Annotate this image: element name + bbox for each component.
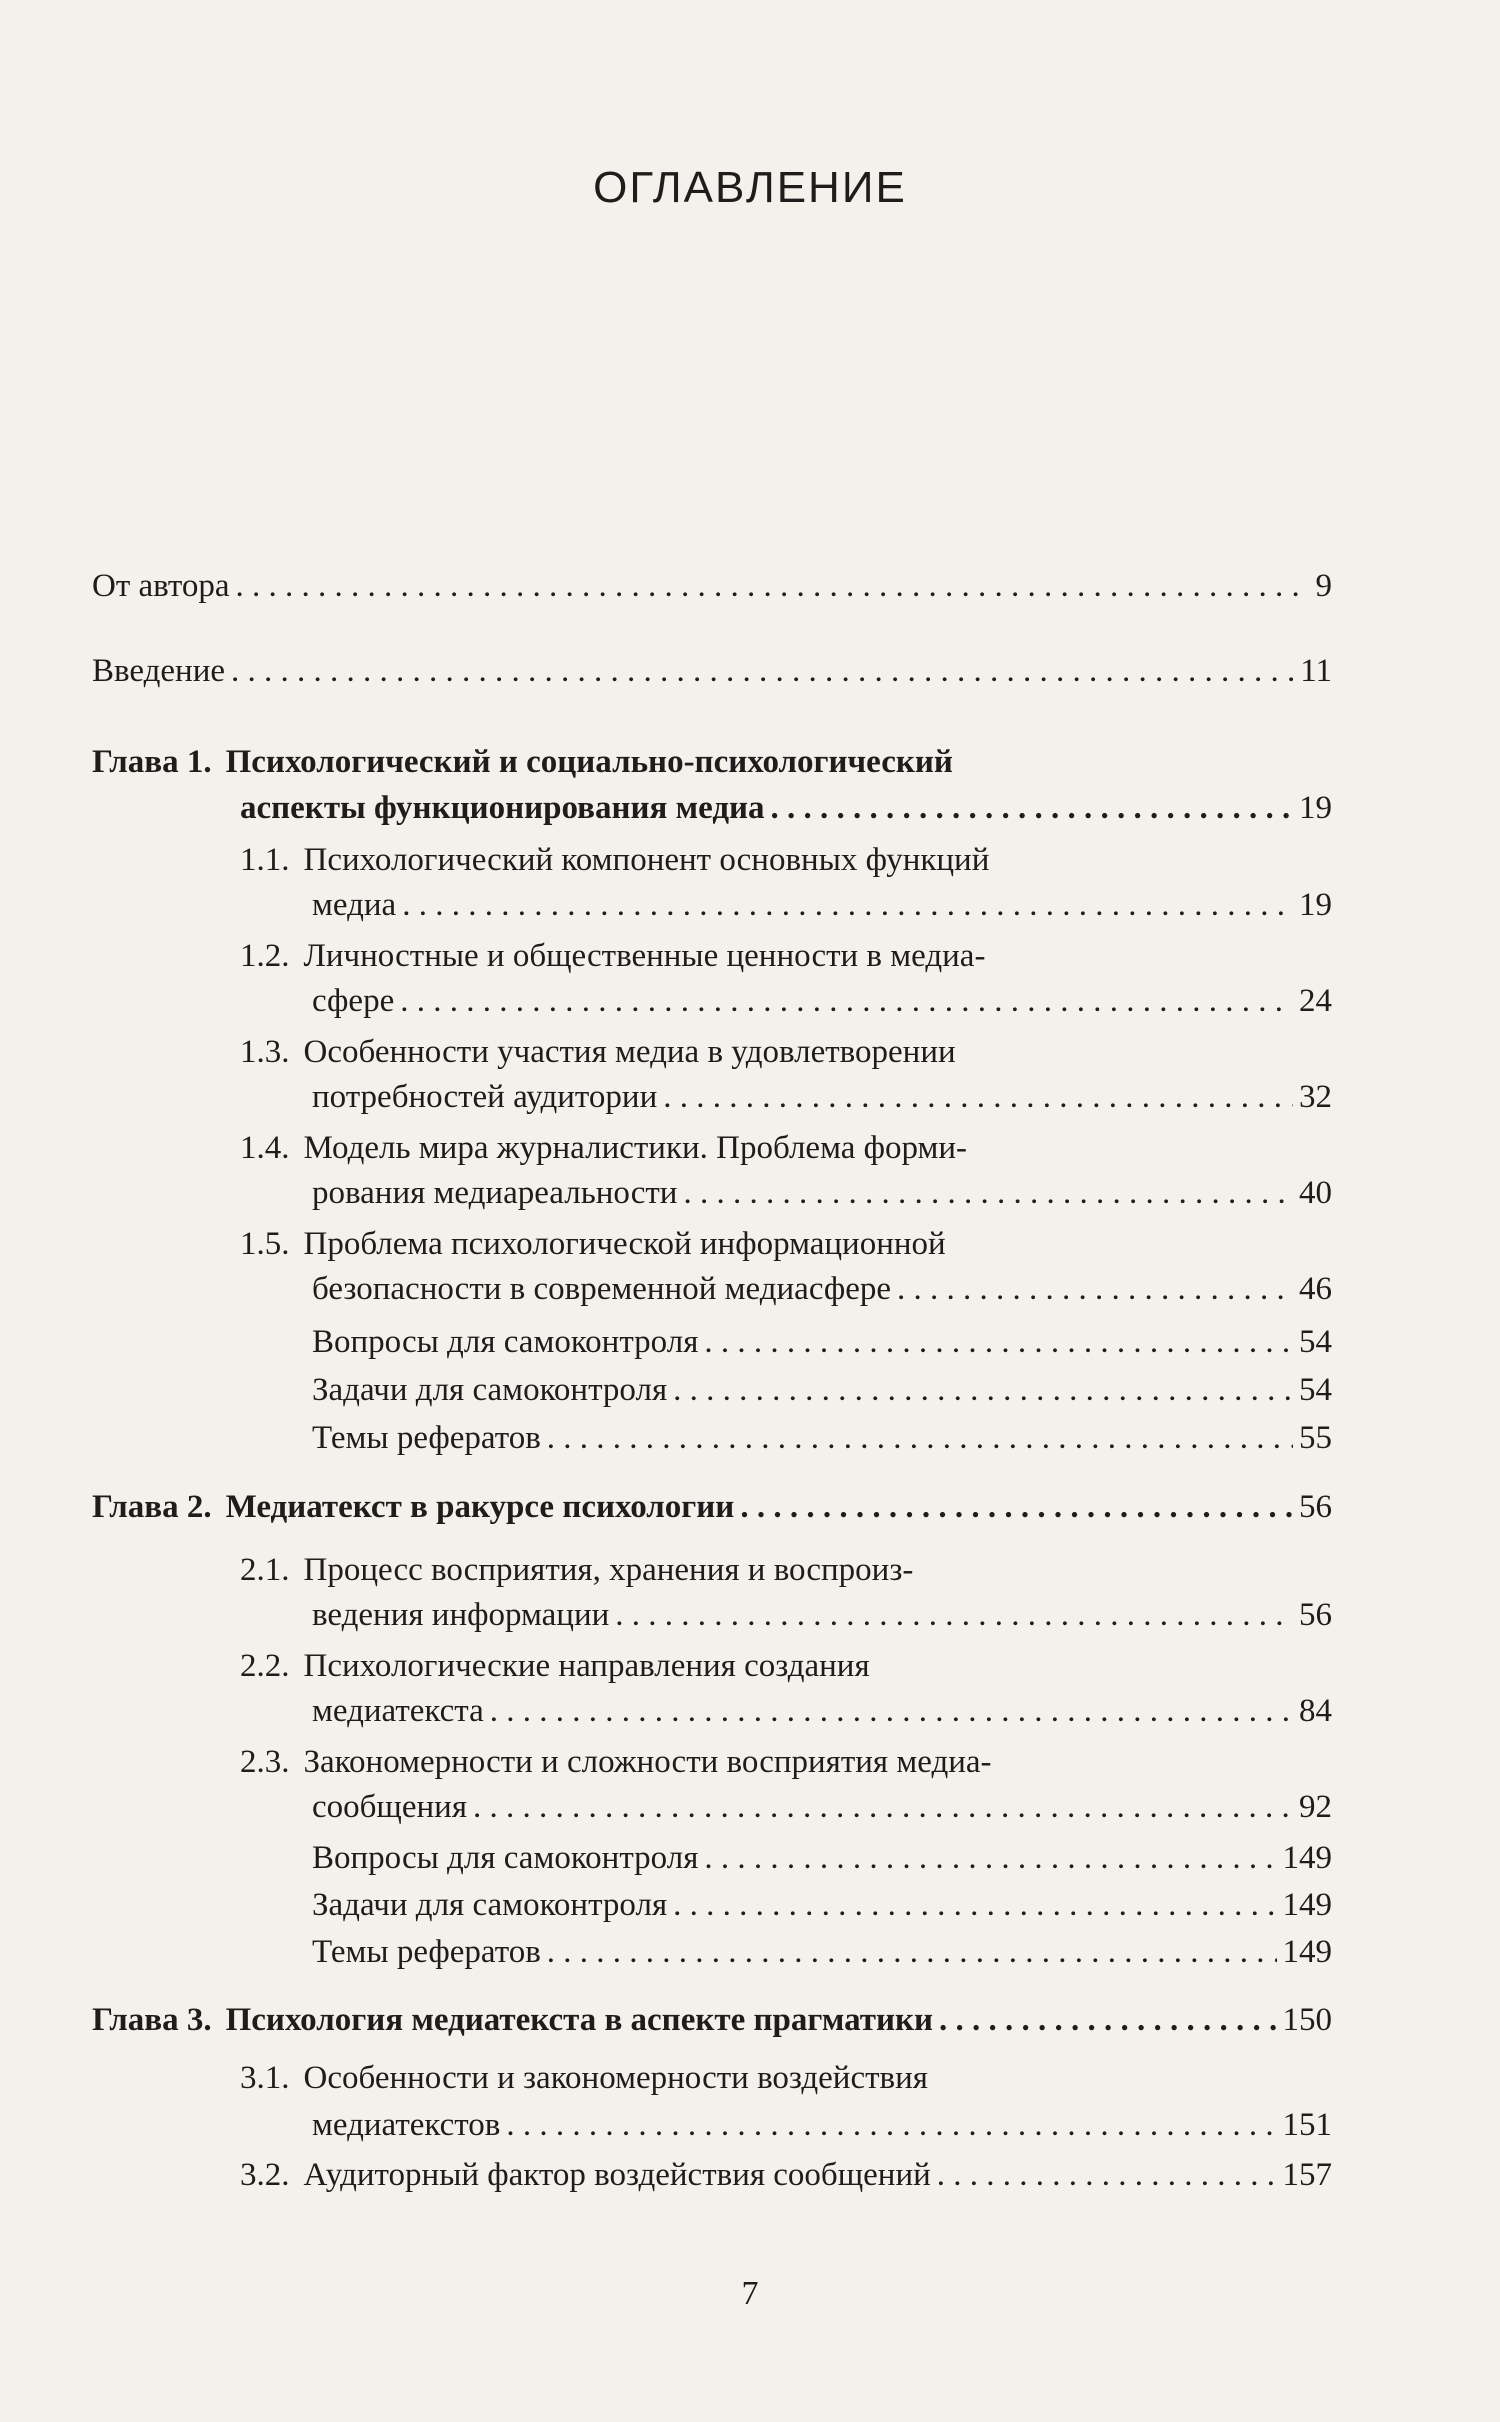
entry-title-line1: Проблема психологической информационной	[303, 1226, 946, 1262]
chapter-1-heading	[92, 740, 953, 784]
chapter-number: Глава 3.	[92, 2002, 212, 2038]
entry-title-line2: потребностей аудитории	[312, 1079, 658, 1115]
page-number: 7	[741, 2275, 759, 2312]
entry-title: Задачи для самоконтроля	[312, 1887, 668, 1923]
section-number: 3.1.	[240, 2060, 290, 2096]
section-number: 2.2.	[240, 1648, 290, 1684]
section-number: 1.3.	[240, 1034, 290, 1070]
toc-entry-2-1	[312, 1593, 1332, 1637]
chapter-number: Глава 1.	[92, 744, 212, 780]
toc-entry-intro	[92, 649, 1332, 693]
section-number: 2.3.	[240, 1744, 290, 1780]
toc-entry-3-2	[240, 2153, 1332, 2197]
section-1-5-heading	[240, 1222, 946, 1266]
page-title: ОГЛАВЛЕНИЕ	[593, 163, 907, 212]
entry-page: 92	[1299, 1789, 1332, 1825]
section-1-3-heading	[240, 1030, 956, 1074]
entry-title-line1: Процесс восприятия, хранения и воспроиз-	[303, 1552, 914, 1588]
entry-title-line2: медиатекста	[312, 1693, 484, 1729]
entry-page: 149	[1282, 1840, 1332, 1876]
entry-page: 19	[1299, 887, 1332, 923]
section-1-4-heading	[240, 1126, 967, 1170]
entry-title-line1: Психологический компонент основных функций	[303, 842, 990, 878]
section-number: 1.5.	[240, 1226, 290, 1262]
entry-title-line1: Модель мира журналистики. Проблема форми-	[303, 1130, 968, 1166]
entry-title-line1: Особенности и закономерности воздействия	[303, 2060, 928, 2096]
entry-title: Медиатекст в ракурсе психологии	[225, 1489, 735, 1525]
entry-title: От автора	[92, 568, 230, 604]
toc-entry-1-5	[312, 1267, 1332, 1311]
toc-entry-tasks-1	[312, 1368, 1332, 1412]
entry-title: Психология медиатекста в аспекте прагматики	[225, 2002, 934, 2038]
toc-entry-1-2	[312, 979, 1332, 1023]
toc-entry-chapter-3	[92, 1998, 1332, 2042]
toc-entry-questions-1	[312, 1320, 1332, 1364]
entry-title: Вопросы для самоконтроля	[312, 1324, 699, 1360]
entry-title: Задачи для самоконтроля	[312, 1372, 668, 1408]
entry-title-line2: сфере	[312, 983, 395, 1019]
toc-entry-essays-1	[312, 1416, 1332, 1460]
entry-title-line2: безопасности в современной медиасфере	[312, 1271, 892, 1307]
section-1-1-heading	[240, 838, 989, 882]
entry-page: 56	[1299, 1489, 1332, 1525]
entry-page: 46	[1299, 1271, 1332, 1307]
entry-page: 24	[1299, 983, 1332, 1019]
entry-title-line2: медиа	[312, 887, 397, 923]
toc-entry-essays-2	[312, 1930, 1332, 1974]
entry-page: 19	[1299, 790, 1332, 826]
entry-page: 11	[1300, 653, 1332, 689]
entry-page: 84	[1299, 1693, 1332, 1729]
toc-entry-chapter-1	[240, 786, 1332, 830]
entry-title-line1: Психологический и социально-психологический	[225, 744, 953, 780]
entry-page: 55	[1299, 1420, 1332, 1456]
entry-page: 149	[1282, 1887, 1332, 1923]
entry-page: 9	[1315, 568, 1332, 604]
section-2-2-heading	[240, 1644, 870, 1688]
toc-entry-2-2	[312, 1689, 1332, 1733]
section-number: 1.4.	[240, 1130, 290, 1166]
entry-title-line2: сообщения	[312, 1789, 467, 1825]
toc-entry-1-4	[312, 1171, 1332, 1215]
toc-entry-tasks-2	[312, 1883, 1332, 1927]
entry-page: 151	[1282, 2107, 1332, 2143]
entry-page: 150	[1282, 2002, 1332, 2038]
entry-page: 56	[1299, 1597, 1332, 1633]
entry-title-line1: Психологические направления создания	[303, 1648, 870, 1684]
entry-title-line2: медиатекстов	[312, 2107, 501, 2143]
entry-page: 54	[1299, 1324, 1332, 1360]
section-number: 3.2.	[240, 2157, 290, 2193]
toc-entry-questions-2	[312, 1836, 1332, 1880]
toc-entry-1-1	[312, 883, 1332, 927]
toc-entry-chapter-2	[92, 1485, 1332, 1529]
toc-entry-1-3	[312, 1075, 1332, 1119]
section-number: 1.1.	[240, 842, 290, 878]
entry-title-line1: Личностные и общественные ценности в медиа-	[303, 938, 986, 974]
section-number: 1.2.	[240, 938, 290, 974]
section-3-1-heading	[240, 2056, 928, 2100]
entry-title: Аудиторный фактор воздействия сообщений	[303, 2157, 931, 2193]
entry-title-line2: рования медиареальности	[312, 1175, 678, 1211]
toc-entry-author	[92, 564, 1332, 608]
section-1-2-heading	[240, 934, 985, 978]
section-2-1-heading	[240, 1548, 913, 1592]
entry-page: 157	[1282, 2157, 1332, 2193]
entry-page: 149	[1282, 1934, 1332, 1970]
entry-title: Темы рефератов	[312, 1934, 541, 1970]
entry-title-line2: аспекты функционирования медиа	[240, 790, 765, 826]
toc-entry-2-3	[312, 1785, 1332, 1829]
entry-title-line1: Закономерности и сложности восприятия медиа-	[303, 1744, 992, 1780]
entry-page: 32	[1299, 1079, 1332, 1115]
entry-title-line1: Особенности участия медиа в удовлетворении	[303, 1034, 956, 1070]
section-2-3-heading	[240, 1740, 992, 1784]
entry-page: 54	[1299, 1372, 1332, 1408]
entry-title: Вопросы для самоконтроля	[312, 1840, 699, 1876]
entry-page: 40	[1299, 1175, 1332, 1211]
toc-entry-3-1	[312, 2103, 1332, 2147]
entry-title-line2: ведения информации	[312, 1597, 610, 1633]
section-number: 2.1.	[240, 1552, 290, 1588]
chapter-number: Глава 2.	[92, 1489, 212, 1525]
entry-title: Темы рефератов	[312, 1420, 541, 1456]
entry-title: Введение	[92, 653, 226, 689]
